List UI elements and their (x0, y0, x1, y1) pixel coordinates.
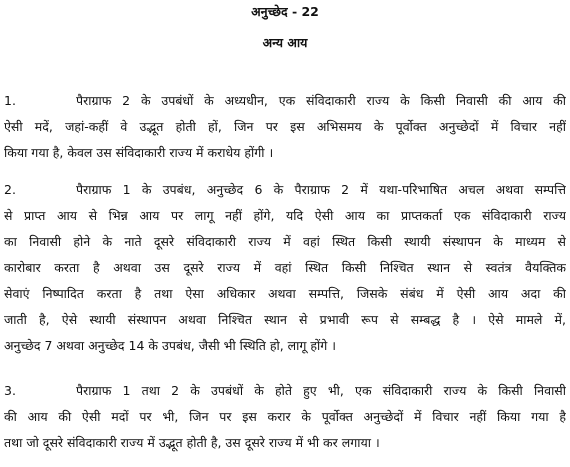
paragraph-1 (4, 88, 566, 166)
paragraph-3 (4, 378, 566, 456)
paragraph-line: की आय की ऐसी मदों पर भी, जिन पर इस करार के पूर्वोक्त अनुच्छेदों में विचार नहीं किया गया है (4, 409, 566, 424)
paragraph-number: 3. (4, 383, 16, 398)
paragraph-line: का निवासी होने के नाते दूसरे संविदाकारी राज्य में वहां स्थित किसी स्थायी संस्थापन के माध्यम से (4, 234, 566, 249)
paragraph-line: से प्राप्त आय से भिन्न आय पर लागू नहीं होंगे, यदि ऐसी आय का प्राप्तकर्ता एक संविदाकारी राज्य (4, 208, 566, 223)
paragraph-2 (4, 177, 566, 359)
paragraph-line: जाती है, ऐसे स्थायी संस्थापन अथवा निश्चित स्थान से प्रभावी रूप से सम्बद्ध है । ऐसे मामले में, (4, 312, 566, 327)
paragraph-number: 1. (4, 93, 16, 108)
paragraph-line: ऐसी मदें, जहां-कहीं वे उद्भूत होती हों, जिन पर इस अभिसमय के पूर्वोक्त अनुच्छेदों में विचार नहीं (4, 119, 566, 134)
paragraph-number: 2. (4, 182, 16, 197)
paragraph-line: कारोबार करता है अथवा उस दूसरे राज्य में वहां स्थित किसी निश्चित स्थान से स्वतंत्र वैयक्तिक (4, 260, 566, 275)
paragraph-line-text: पैराग्राफ 1 के उपबंध, अनुच्छेद 6 के पैराग्राफ 2 में यथा-परिभाषित अचल अथवा सम्पत्ति (76, 182, 566, 197)
paragraph-line (4, 177, 566, 203)
paragraph-line-text: पैराग्राफ 1 तथा 2 के उपबंधों के होते हुए भी, एक संविदाकारी राज्य के किसी निवासी (76, 383, 566, 398)
article-subheading: अन्य आय (262, 35, 308, 50)
paragraph-line (4, 378, 566, 404)
paragraph-line-text: पैराग्राफ 2 के उपबंधों के अध्यधीन, एक संविदाकारी राज्य के किसी निवासी की आय की (76, 93, 566, 108)
paragraph-line: सेवाएं निष्पादित करता है तथा ऐसा अधिकार अथवा सम्पत्ति, जिसके संबंध में ऐसी आय अदा की (4, 286, 566, 301)
paragraph-line: किया गया है, केवल उस संविदाकारी राज्य में कराधेय होंगी । (4, 145, 274, 160)
article-heading: अनुच्छेद - 22 (251, 4, 319, 19)
paragraph-line: तथा जो दूसरे संविदाकारी राज्य में उद्भूत होती है, उस दूसरे राज्य में भी कर लगाया । (4, 435, 380, 450)
paragraph-line: अनुच्छेद 7 अथवा अनुच्छेद 14 के उपबंध, जैसी भी स्थिति हो, लागू होंगे । (4, 338, 336, 353)
paragraph-line (4, 88, 566, 114)
